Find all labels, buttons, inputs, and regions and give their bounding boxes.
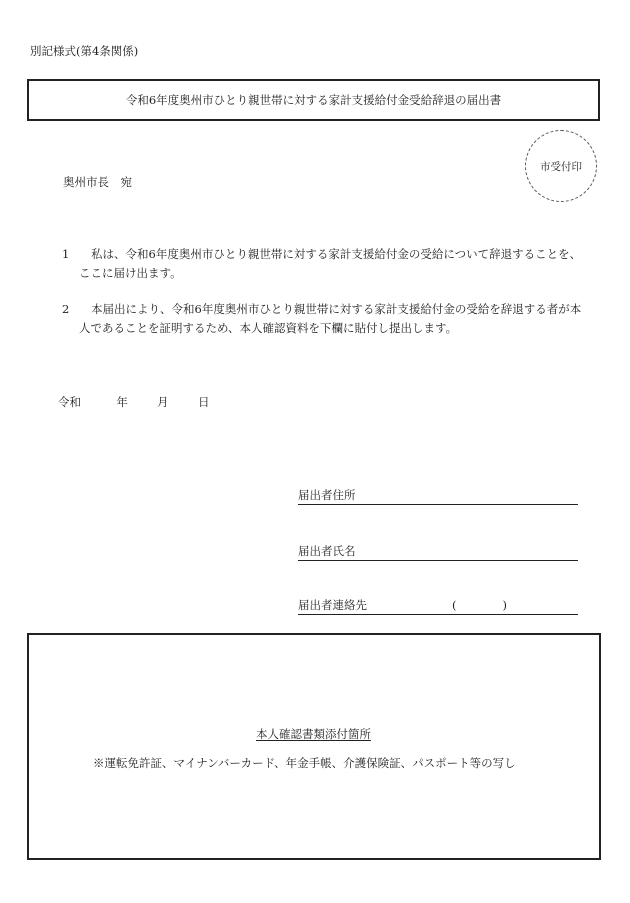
contact-label: 届出者連絡先 [298,598,367,612]
date-day: 日 [197,395,210,409]
id-document-attachment-box [27,633,601,860]
title-box [27,79,600,121]
document-title: 令和6年度奥州市ひとり親世帯に対する家計支援給付金受給辞退の届出書 [125,93,502,107]
reception-stamp-area [525,130,597,202]
name-field[interactable] [298,543,578,561]
address-field[interactable] [298,487,578,505]
paragraph-text: 私は、令和6年度奥州市ひとり親世帯に対する家計支援給付金の受給について辞退することを、ここに届け出ます。 [79,247,582,280]
reception-stamp-label: 市受付印 [540,160,582,173]
paragraph-number: 2 [62,302,70,316]
contact-parentheses: ( ) [452,598,507,612]
form-label: 別記様式(第4条関係) [30,44,139,58]
paragraph-text: 本届出により、令和6年度奥州市ひとり親世帯に対する家計支援給付金の受給を辞退する者が本人であることを証明するため、本人確認資料を下欄に貼付し提出します。 [79,302,582,335]
address-label: 届出者住所 [298,488,356,502]
name-label: 届出者氏名 [298,544,356,558]
attachment-title: 本人確認書類添付箇所 [256,727,371,741]
addressee: 奥州市長 宛 [63,175,132,189]
contact-field[interactable] [298,597,578,615]
paragraph-1 [62,245,592,285]
paragraph-2 [62,300,592,340]
date-line [58,394,209,410]
attachment-note: ※運転免許証、マイナンバーカード、年金手帳、介護保険証、パスポート等の写し [93,756,516,770]
paragraph-number: 1 [62,247,70,261]
date-year: 年 [116,395,128,409]
date-era: 令和 [58,395,81,409]
date-month: 月 [157,395,169,409]
